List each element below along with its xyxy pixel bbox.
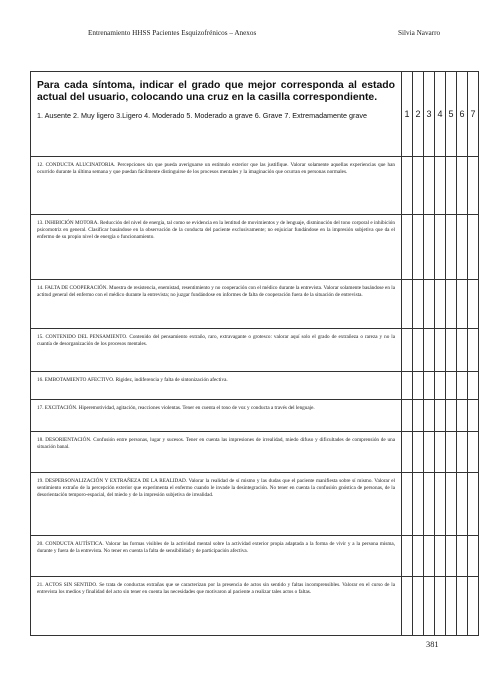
symptom-row [31,535,479,576]
symptom-text: Contenido del pensamiento extraño, raro, extravagante o grotesco: valorar aquí solo el grado de extrañeza o rareza y no la cuantía de desorganización de los procesos mentales. [37,333,396,348]
rating-checkbox-7[interactable] [468,371,479,400]
rating-checkbox-3[interactable] [424,400,435,431]
symptom-description [31,535,402,576]
rating-checkbox-6[interactable] [457,214,468,279]
symptom-rating-table [30,71,479,636]
symptom-text: Valorar las formas visibles de la actividad mental sobre la actividad exterior propia adaptada a la forma de vivir y a la persona misma, durante y fuera de la entrevista. No tener en cuenta la falta de sensibilidad y de participación afectiva. [37,540,396,554]
rating-checkbox-4[interactable] [435,371,446,400]
symptom-row [31,473,479,536]
running-header-title: Entrenamiento HHSS Pacientes Esquizofrénicos – Anexos [88,29,257,37]
symptom-text: Hiperemotividad, agitación, reacciones violentas. Tener en cuenta el tono de voz y conducta a través del lenguaje. [78,405,315,412]
running-header-author: Silvia Navarro [398,29,441,37]
rating-checkbox-3[interactable] [424,431,435,472]
rating-checkbox-1[interactable] [402,400,413,431]
symptom-label: INHIBICIÓN MOTORA. [44,219,99,226]
symptom-text: Se trata de conductas extrañas que se caracterizan por la presencia de actos sin sentido y faltas incomprensibles. Valorar en el curso de la entrevista los medios y finalidad del acto sin tener en cuenta las necesidades que motivaron al paciente a realizar tales actos o faltas. [37,582,395,596]
symptom-text: Rigidez, indiferencia y falta de sintonización afectiva. [115,376,228,383]
rating-checkbox-5[interactable] [446,214,457,279]
rating-scale-legend: 1. Ausente 2. Muy ligero 3.Ligero 4. Moderado 5. Moderado a grave 6. Grave 7. Extremadamente grave [37,111,368,120]
column-header-2: 2 [413,72,424,157]
rating-checkbox-2[interactable] [413,431,424,472]
symptom-description [31,280,402,329]
symptom-number: 15. [37,333,44,340]
symptom-label: CONDUCTA ALUCINATORIA. [45,162,116,169]
rating-checkbox-5[interactable] [446,473,457,536]
symptom-row [31,328,479,371]
column-header-6: 6 [457,72,468,157]
symptom-label: CONDUCTA AUTÍSTICA. [45,540,104,547]
column-header-4: 4 [435,72,446,157]
symptom-row [31,400,479,431]
rating-checkbox-4[interactable] [435,473,446,536]
instructions-cell [31,72,402,157]
rating-checkbox-4[interactable] [435,328,446,371]
symptom-description [31,157,402,215]
rating-checkbox-4[interactable] [435,280,446,329]
symptom-label: EMBOTAMIENTO AFECTIVO. [44,376,115,383]
symptom-number: 21. [37,582,44,589]
rating-checkbox-6[interactable] [457,280,468,329]
rating-checkbox-5[interactable] [446,577,457,636]
rating-checkbox-5[interactable] [446,280,457,329]
rating-checkbox-4[interactable] [435,577,446,636]
rating-checkbox-2[interactable] [413,280,424,329]
symptom-row [31,577,479,636]
symptom-label: FALTA DE COOPERACIÓN. [44,285,108,292]
symptom-description [31,473,402,536]
rating-checkbox-5[interactable] [446,535,457,576]
rating-checkbox-7[interactable] [468,214,479,279]
symptom-number: 18. [37,436,44,443]
rating-checkbox-2[interactable] [413,157,424,215]
rating-checkbox-3[interactable] [424,535,435,576]
rating-checkbox-7[interactable] [468,473,479,536]
symptom-text: Percepciones sin que pueda averiguarse un estímulo exterior que las justifique. Valorar solamente aquellas experiencias que han ocurrido durante la última semana y que puedan fácilmente distinguirse de los procesos mentales y la imaginación que ocurran en personas normales. [37,162,396,176]
rating-checkbox-3[interactable] [424,157,435,215]
rating-checkbox-2[interactable] [413,214,424,279]
rating-checkbox-4[interactable] [435,214,446,279]
symptom-text: Valorar la realidad de sí mismo y las dudas que el paciente manifiesta sobre sí mismo. Valorar el sentimiento extraño de la percepción exterior que experimenta el enfermo cuando le invade la desintegración. No tener en cuenta la confusión gnóstica de personas, de la desorientación temporo-espacial, del miedo y de la impresión subjetiva de irrealidad. [37,478,395,499]
symptom-description [31,328,402,371]
column-header-1: 1 [402,72,413,157]
column-header-7: 7 [468,72,479,157]
rating-checkbox-6[interactable] [457,577,468,636]
symptom-row [31,214,479,279]
symptom-number: 19. [37,478,44,485]
rating-checkbox-5[interactable] [446,157,457,215]
rating-checkbox-2[interactable] [413,577,424,636]
rating-checkbox-3[interactable] [424,371,435,400]
rating-checkbox-4[interactable] [435,431,446,472]
rating-checkbox-7[interactable] [468,400,479,431]
rating-checkbox-1[interactable] [402,473,413,536]
rating-checkbox-4[interactable] [435,157,446,215]
symptom-row [31,280,479,329]
rating-checkbox-2[interactable] [413,400,424,431]
instructions-title: Para cada síntoma, indicar el grado que mejor corresponda al estado actual del usuario, colocando una cruz en la casilla correspondiente. [37,80,395,103]
rating-checkbox-2[interactable] [413,473,424,536]
rating-checkbox-5[interactable] [446,371,457,400]
rating-checkbox-1[interactable] [402,371,413,400]
symptom-row [31,431,479,472]
symptom-label: EXCITACIÓN. [44,405,78,412]
rating-checkbox-7[interactable] [468,431,479,472]
rating-checkbox-1[interactable] [402,431,413,472]
page-number: 381 [426,640,439,649]
rating-checkbox-4[interactable] [435,400,446,431]
rating-checkbox-1[interactable] [402,214,413,279]
rating-checkbox-6[interactable] [457,473,468,536]
rating-checkbox-1[interactable] [402,535,413,576]
symptom-row [31,157,479,215]
rating-checkbox-3[interactable] [424,577,435,636]
symptom-text: Confusión entre personas, lugar y sucesos. Tener en cuenta las impresiones de irrealidad, miedo difuso y dificultades de comprensión de una situación banal. [37,436,396,450]
symptom-number: 16. [37,376,44,383]
rating-checkbox-7[interactable] [468,157,479,215]
symptom-description [31,400,402,431]
symptom-label: DESORIENTACIÓN. [45,436,92,443]
symptom-number: 13. [37,219,44,226]
rating-checkbox-5[interactable] [446,400,457,431]
instructions-row [31,72,479,157]
rating-checkbox-5[interactable] [446,328,457,371]
rating-checkbox-3[interactable] [424,214,435,279]
rating-checkbox-1[interactable] [402,280,413,329]
rating-checkbox-7[interactable] [468,577,479,636]
rating-checkbox-6[interactable] [457,371,468,400]
rating-checkbox-7[interactable] [468,280,479,329]
rating-checkbox-7[interactable] [468,535,479,576]
rating-checkbox-3[interactable] [424,473,435,536]
symptom-description [31,214,402,279]
rating-checkbox-6[interactable] [457,535,468,576]
symptom-label: ACTOS SIN SENTIDO. [45,582,98,589]
symptom-number: 20. [37,540,44,547]
symptom-number: 14. [37,285,44,292]
rating-checkbox-6[interactable] [457,431,468,472]
symptom-description [31,577,402,636]
rating-checkbox-2[interactable] [413,328,424,371]
rating-checkbox-1[interactable] [402,328,413,371]
rating-checkbox-6[interactable] [457,157,468,215]
rating-checkbox-2[interactable] [413,371,424,400]
rating-checkbox-5[interactable] [446,431,457,472]
symptom-number: 17. [37,405,44,412]
rating-checkbox-2[interactable] [413,535,424,576]
rating-checkbox-3[interactable] [424,328,435,371]
column-header-3: 3 [424,72,435,157]
rating-checkbox-6[interactable] [457,400,468,431]
symptom-text: Reducción del nivel de energía, tal como se evidencia en la lentitud de movimientos y de lenguaje, disminución del tono corporal e inhibición psicomotriz en general. Clasificar basándose en la observación de la conducta del paciente exclusivamente; no enjuiciar fundándose en la impresión subjetiva que da el enfermo de su propio nivel de energía o funcionamiento. [37,219,395,241]
symptom-description [31,431,402,472]
column-header-5: 5 [446,72,457,157]
rating-checkbox-6[interactable] [457,328,468,371]
symptom-row [31,371,479,400]
rating-checkbox-4[interactable] [435,535,446,576]
symptom-number: 12. [37,162,44,169]
symptom-description [31,371,402,400]
rating-checkbox-1[interactable] [402,577,413,636]
symptom-label: CONTENIDO DEL PENSAMIENTO. [45,333,128,340]
rating-checkbox-1[interactable] [402,157,413,215]
rating-checkbox-7[interactable] [468,328,479,371]
symptom-label: DESPERSONALIZACIÓN Y EXTRAÑEZA DE LA REALIDAD. [45,478,188,485]
symptom-text: Muestra de resistencia, enemistad, resentimiento y no cooperación con el médico durante la entrevista. Valorar solamente basándose en la actitud general del enfermo con el médico durante la entrevista; no juzgar fundándose en informes de falta de cooperación fuera de la situación de entrevista. [37,285,396,299]
rating-checkbox-3[interactable] [424,280,435,329]
